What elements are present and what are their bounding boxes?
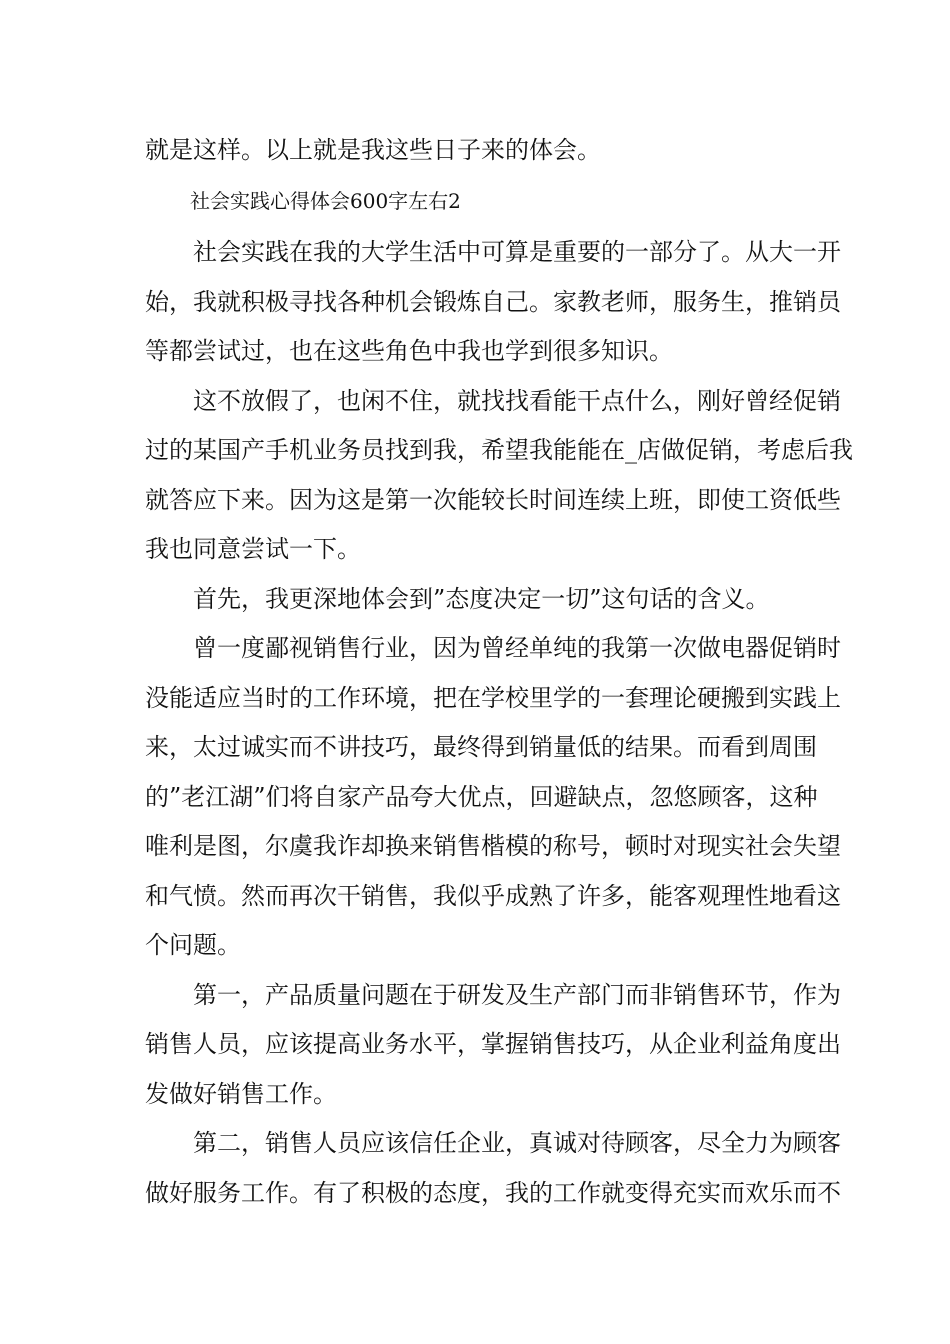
paragraph-line: 第二，销售人员应该信任企业，真诚对待顾客，尽全力为顾客 [193, 1129, 841, 1157]
paragraph-line: 唯利是图，尔虞我诈却换来销售楷模的称号，顿时对现实社会失望 [145, 832, 841, 860]
paragraph-line: 就答应下来。因为这是第一次能较长时间连续上班，即使工资低些 [145, 486, 841, 514]
paragraph-line: 没能适应当时的工作环境，把在学校里学的一套理论硬搬到实践上 [145, 684, 841, 712]
paragraph-line: 首先，我更深地体会到”态度决定一切”这句话的含义。 [193, 585, 770, 613]
section-heading: 社会实践心得体会600字左右2 [190, 189, 461, 213]
paragraph-line: 第一，产品质量问题在于研发及生产部门而非销售环节，作为 [193, 981, 841, 1009]
paragraph-line: 就是这样。以上就是我这些日子来的体会。 [145, 136, 601, 164]
paragraph-line: 销售人员，应该提高业务水平，掌握销售技巧，从企业利益角度出 [145, 1030, 841, 1058]
paragraph-line: 等都尝试过，也在这些角色中我也学到很多知识。 [145, 337, 673, 365]
paragraph-line: 我也同意尝试一下。 [145, 535, 361, 563]
paragraph-line: 的”老江湖”们将自家产品夸大优点，回避缺点，忽悠顾客，这种 [145, 783, 818, 811]
paragraph-line: 做好服务工作。有了积极的态度，我的工作就变得充实而欢乐而不 [145, 1179, 841, 1207]
paragraph-line: 这不放假了，也闲不住，就找找看能干点什么，刚好曾经促销 [193, 387, 841, 415]
paragraph-line: 个问题。 [145, 931, 241, 959]
paragraph-line: 始，我就积极寻找各种机会锻炼自己。家教老师，服务生，推销员 [145, 288, 841, 316]
paragraph-line: 过的某国产手机业务员找到我，希望我能能在_店做促销，考虑后我 [145, 436, 853, 464]
paragraph-line: 社会实践在我的大学生活中可算是重要的一部分了。从大一开 [193, 238, 841, 266]
paragraph-line: 曾一度鄙视销售行业，因为曾经单纯的我第一次做电器促销时 [193, 634, 841, 662]
paragraph-line: 来，太过诚实而不讲技巧，最终得到销量低的结果。而看到周围 [145, 733, 817, 761]
paragraph-line: 发做好销售工作。 [145, 1080, 337, 1108]
paragraph-line: 和气愤。然而再次干销售，我似乎成熟了许多，能客观理性地看这 [145, 882, 841, 910]
